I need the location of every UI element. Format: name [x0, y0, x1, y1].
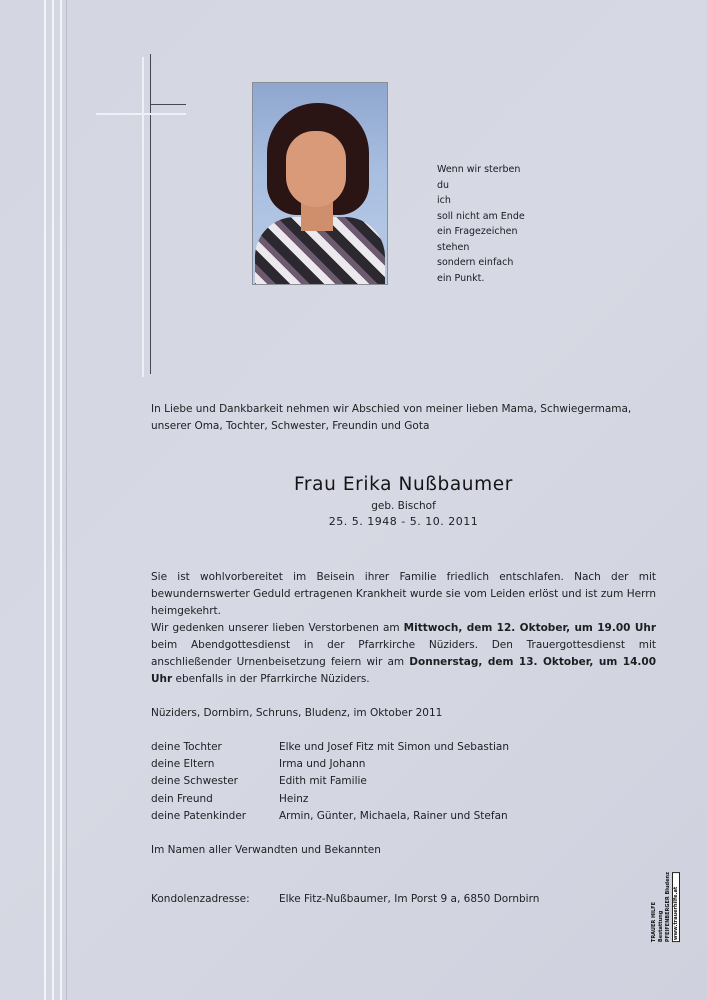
poem-line: soll nicht am Ende — [437, 210, 525, 222]
paragraph-passing: Sie ist wohlvorbereitet im Beisein ihrer Familie friedlich entschlafen. Nach der mit bewundernswerter Geduld ertragenen Krankheit wurde sie vom Leiden erlöst und ist zum Herrn heimgekehrt. — [151, 571, 656, 617]
relative-names: Armin, Günter, Michaela, Rainer und Stefan — [279, 809, 508, 822]
decorative-stripe — [52, 0, 54, 1000]
family-row — [151, 791, 509, 808]
life-dates: 25. 5. 1948 - 5. 10. 2011 — [328, 515, 479, 528]
closing-text: Im Namen aller Verwandten und Bekannten — [151, 844, 381, 856]
relative-names: Heinz — [279, 792, 309, 805]
poem-line: stehen — [437, 241, 470, 253]
relation: dein Freund — [151, 792, 213, 805]
family-row — [151, 739, 509, 756]
decorative-stripe — [44, 0, 46, 1000]
poem-line: du — [437, 179, 450, 191]
family-list — [151, 739, 509, 825]
poem-line: Wenn wir sterben — [437, 164, 521, 175]
poem-line: ich — [437, 195, 451, 206]
portrait-photo — [252, 82, 388, 285]
relation: deine Tochter — [151, 741, 222, 753]
poem-line: ein Fragezeichen — [437, 226, 518, 237]
service-datetime-1: Mittwoch, dem 12. Oktober, um 19.00 Uhr — [403, 622, 656, 634]
deceased-name: Frau Erika Nußbaumer — [294, 474, 513, 495]
poem-line: ein Punkt. — [437, 272, 485, 284]
condolence-value: Elke Fitz-Nußbaumer, Im Porst 9 a, 6850 Dornbirn — [279, 893, 540, 905]
places-date: Nüziders, Dornbirn, Schruns, Bludenz, im Oktober 2011 — [151, 707, 443, 719]
family-row — [151, 756, 509, 773]
decorative-stripe — [60, 0, 62, 1000]
intro-text: In Liebe und Dankbarkeit nehmen wir Abschied von meiner lieben Mama, Schwiegermama, unserer Oma, Tochter, Schwester, Freundin und Gota — [151, 403, 632, 432]
funeral-home-logo: TRAUER HILFE Bestattung PFEIFENBERGER Bludenz www.trauerhilfe.at — [651, 872, 679, 943]
poem-line: sondern einfach — [437, 257, 514, 268]
birth-name: geb. Bischof — [371, 500, 436, 512]
relation: deine Schwester — [151, 775, 238, 788]
condolence-address — [151, 893, 539, 905]
relation: deine Eltern — [151, 758, 215, 771]
condolence-label: Kondolenzadresse: — [151, 893, 250, 905]
decorative-stripe — [66, 0, 67, 1000]
relative-names: Elke und Josef Fitz mit Simon und Sebastian — [279, 741, 509, 753]
poem — [437, 162, 525, 286]
family-row — [151, 773, 509, 790]
relative-names: Edith mit Familie — [279, 775, 367, 788]
service-datetime-2: Donnerstag, dem 13. Oktober, um 14.00 Uhr — [151, 656, 657, 685]
relation: deine Patenkinder — [151, 809, 247, 822]
deceased-block — [151, 474, 656, 528]
family-row — [151, 808, 509, 825]
relative-names: Irma und Johann — [279, 758, 366, 771]
paragraph-services: Wir gedenken unserer lieben Verstorbenen am Mittwoch, dem 12. Oktober, um 19.00 Uhr beim Abendgottesdienst in der Pfarrkirche Nüziders. Den Trauergottesdienst mit anschließender Urnenbeisetzung feiern wir am Donnerstag, dem 13. Oktober, um 14.00 Uhr ebenfalls in der Pfarrkirche Nüziders. — [151, 622, 657, 685]
